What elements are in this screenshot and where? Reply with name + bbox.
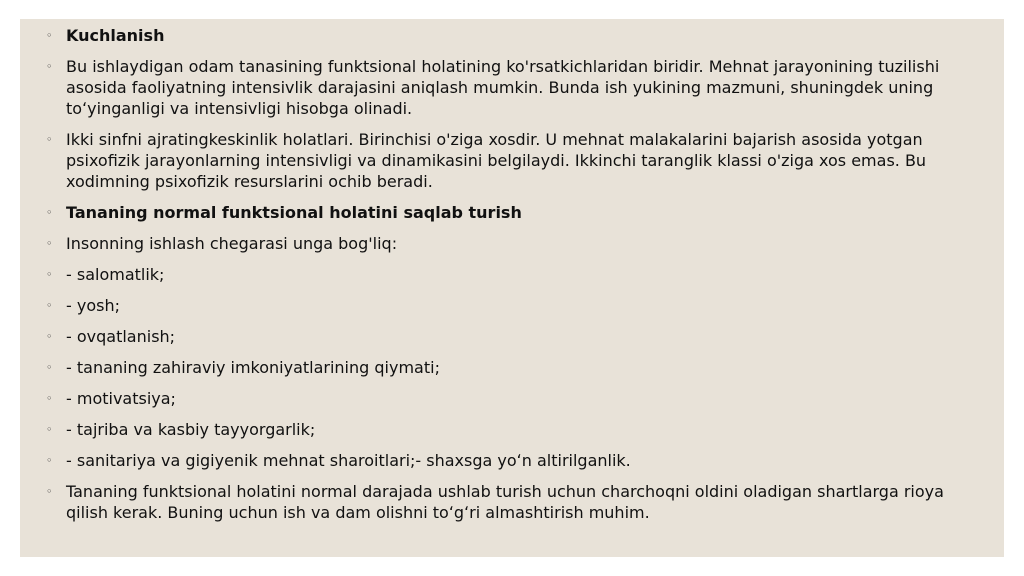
list-item [46, 233, 988, 254]
bullet-icon: ◦ [46, 60, 53, 73]
paragraph-text: Ikki sinfni ajratingkeskinlik holatlari. Birinchisi o'ziga xosdir. U mehnat malakalarini bajarish asosida yotgan psixofizik jarayonlarning intensivligi va dinamikasini belgilaydi. Ikkinchi taranglik klassi o'ziga xos emas. Bu xodimning psixofizik resurslarini ochib beradi. [66, 130, 927, 191]
bullet-icon: ◦ [46, 206, 53, 219]
paragraph-text: - sanitariya va gigiyenik mehnat sharoitlari;- shaxsga yoʻn altirilganlik. [66, 451, 631, 470]
paragraph-text: - yosh; [66, 296, 120, 315]
bullet-icon: ◦ [46, 330, 53, 343]
paragraph-text: - tajriba va kasbiy tayyorgarlik; [66, 420, 316, 439]
bullet-icon: ◦ [46, 392, 53, 405]
list-item [46, 25, 988, 46]
list-item [46, 481, 988, 523]
slide [20, 19, 1004, 557]
paragraph-text: - salomatlik; [66, 265, 165, 284]
bullet-icon: ◦ [46, 454, 53, 467]
list-item [46, 202, 988, 223]
bullet-icon: ◦ [46, 29, 53, 42]
paragraph-text: - tananing zahiraviy imkoniyatlarining qiymati; [66, 358, 440, 377]
list-item [46, 295, 988, 316]
list-item [46, 56, 988, 119]
bullet-icon: ◦ [46, 237, 53, 250]
bullet-icon: ◦ [46, 485, 53, 498]
list-item [46, 357, 988, 378]
list-item [46, 326, 988, 347]
bullet-icon: ◦ [46, 133, 53, 146]
list-item [46, 419, 988, 440]
paragraph-text: Insonning ishlash chegarasi unga bog'liq: [66, 234, 398, 253]
list-item [46, 450, 988, 471]
paragraph-text: - ovqatlanish; [66, 327, 176, 346]
paragraph-text: - motivatsiya; [66, 389, 176, 408]
bullet-icon: ◦ [46, 268, 53, 281]
bullet-icon: ◦ [46, 361, 53, 374]
bullet-icon: ◦ [46, 423, 53, 436]
list-item [46, 264, 988, 285]
list-item [46, 129, 988, 192]
heading-text: Tananing normal funktsional holatini saqlab turish [66, 203, 522, 222]
heading-text: Kuchlanish [66, 26, 165, 45]
paragraph-text: Tananing funktsional holatini normal darajada ushlab turish uchun charchoqni oldini oladigan shartlarga rioya qilish kerak. Buning uchun ish va dam olishni toʻgʻri almashtirish muhim. [66, 482, 944, 522]
bullet-icon: ◦ [46, 299, 53, 312]
list-item [46, 388, 988, 409]
paragraph-text: Bu ishlaydigan odam tanasining funktsional holatining ko'rsatkichlaridan biridir. Mehnat jarayonining tuzilishi asosida faoliyatning intensivlik darajasini aniqlash mumkin. Bunda ish yukining mazmuni, shuningdek uning toʻyinganligi va intensivligi hisobga olinadi. [66, 57, 940, 118]
